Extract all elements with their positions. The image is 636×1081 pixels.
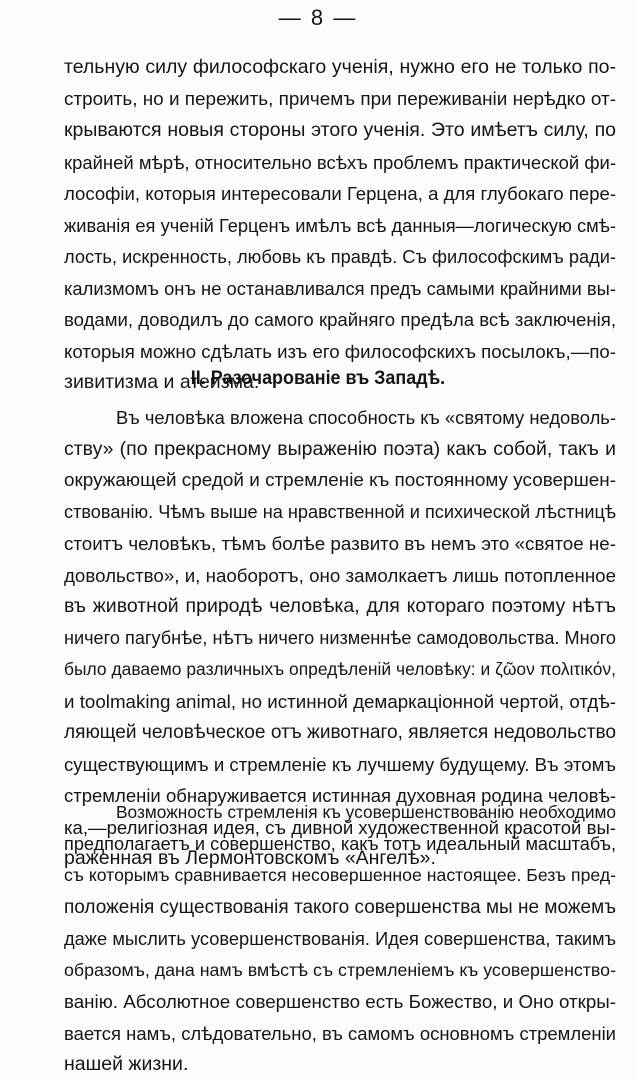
text-line: предполагаетъ и совершенство, какъ тотъ идеальный масштабъ,: [64, 833, 616, 854]
text-line: стремленіи обнаруживается истинная духовная родина человѣ-: [64, 785, 616, 806]
text-line: было даваемо различныхъ опредѣленій человѣку: и ζῶον πολιτικόν,: [64, 659, 616, 679]
text-line: образомъ, дана намъ вмѣстѣ съ стремленіемъ къ усовершенство-: [64, 959, 616, 980]
text-line: нашей жизни.: [64, 1053, 189, 1075]
text-line: въ животной природѣ человѣка, для котораго поэтому нѣтъ: [64, 595, 616, 617]
page-number: — 8 —: [278, 5, 358, 30]
text-line: строить, но и пережить, причемъ при переживаніи нерѣдко от-: [64, 88, 616, 110]
text-line: ствованію. Чѣмъ выше на нравственной и психической лѣстницѣ: [64, 501, 616, 522]
text-line: тельную силу философскаго ученія, нужно его не только по-: [64, 56, 616, 78]
text-line: Въ человѣка вложена способность къ «святому недоволь-: [116, 407, 616, 428]
text-line: ничего пагубнѣе, нѣтъ ничего низменнѣе самодовольства. Много: [64, 627, 616, 648]
text-line: зивитизма и атеизма.: [64, 371, 260, 393]
text-line: лость, искренность, любовь къ правдѣ. Съ философскимъ ради-: [64, 246, 616, 267]
text-line: съ которымъ сравнивается несовершенное настоящее. Безъ пред-: [64, 865, 616, 885]
text-line: кализмомъ онъ не останавливался предъ самыми крайними вы-: [64, 277, 616, 299]
text-line: стоитъ человѣкъ, тѣмъ болѣе развито въ немъ это «святое не-: [64, 533, 616, 554]
text-line: и toolmaking animal, но истинной демаркаціонной чертой, отдѣ-: [64, 690, 616, 712]
text-line: которыя можно сдѣлать изъ его философскихъ посылокъ,—по-: [64, 340, 616, 362]
text-line: ству» (по прекрасному выраженію поэта) какъ собой, такъ и: [64, 437, 616, 460]
text-line: раженная въ Лермонтовскомъ «Ангелѣ».: [64, 847, 436, 869]
paragraph-3: [64, 797, 616, 1081]
text-line: ка,—религіозная идея, съ дивной художественной красотой вы-: [64, 816, 616, 838]
text-line: Возможность стремленія къ усовершенствованію необходимо: [116, 802, 616, 822]
text-line: окружающей средой и стремленіе къ постоянному усовершен-: [64, 470, 616, 491]
text-line: живанія ея ученій Герценъ имѣлъ всѣ данныя—логическую смѣ-: [64, 214, 616, 236]
text-line: лософіи, которыя интересовали Герцена, а для глубокаго пере-: [64, 183, 616, 204]
text-line: ванію. Абсолютное совершенство есть Божество, и Оно откры-: [64, 991, 616, 1012]
text-line: довольство», и, наоборотъ, оно замолкаетъ лишь потопленное: [64, 564, 616, 586]
section-heading: II. Разочарованіе въ Западѣ.: [190, 367, 446, 389]
text-line: ляющей человѣческое отъ животнаго, является недовольство: [64, 722, 616, 743]
text-line: даже мыслить усовершенствованія. Идея совершенства, такимъ: [64, 928, 616, 949]
text-line: вается намъ, слѣдовательно, въ самомъ основномъ стремленіи: [64, 1022, 616, 1044]
paragraph-1: [64, 52, 616, 399]
text-line: существующимъ и стремленіе къ лучшему будущему. Въ этомъ: [64, 753, 616, 775]
text-line: крайней мѣрѣ, относительно всѣхъ проблемъ практической фи-: [64, 151, 616, 173]
text-line: водами, доводилъ до самого крайняго предѣла всѣ заключенія,: [64, 309, 616, 330]
text-line: положенія существованія такого совершенства мы не можемъ: [64, 896, 616, 918]
text-line: крываются новыя стороны этого ученія. Это имѣетъ силу, по: [64, 119, 616, 141]
